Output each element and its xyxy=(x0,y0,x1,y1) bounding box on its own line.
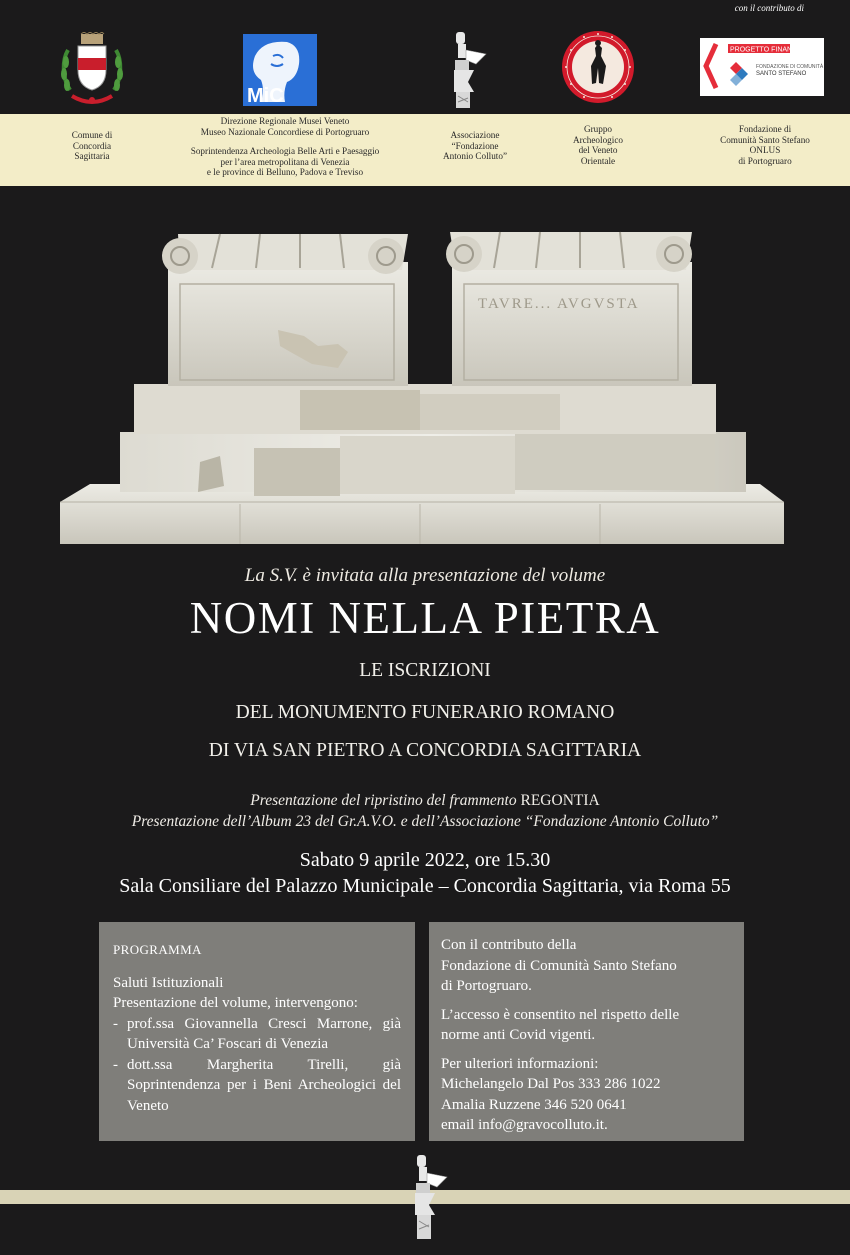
programma-line-1: Saluti Istituzionali xyxy=(113,974,224,991)
access-line-1: L’accesso è consentito nel rispetto delle xyxy=(441,1006,680,1023)
fondazione-tag: PROGETTO FINANZIATO xyxy=(730,46,813,54)
statue-icon xyxy=(409,1155,451,1241)
programma-heading: PROGRAMMA xyxy=(113,942,202,957)
funerary-monument-image xyxy=(60,222,784,546)
info-box xyxy=(429,922,744,1141)
institutions-band xyxy=(0,114,850,186)
fondazione-subline: FONDAZIONE DI COMUNITÀ xyxy=(756,64,824,70)
speaker-1-text: prof.ssa Giovannella Cresci Marrone, già Università Ca’ Foscari di Venezia xyxy=(127,1015,401,1052)
institution-colluto: Associazione “Fondazione Antonio Colluto” xyxy=(442,130,508,162)
statue-icon xyxy=(450,32,490,110)
presentation-line-1-text: Presentazione del ripristino del frammento xyxy=(250,792,521,809)
contribution-note: con il contributo di xyxy=(734,3,804,13)
fragment-name: REGONTIA xyxy=(520,792,600,809)
mic-logo xyxy=(243,34,317,106)
contact-email[interactable]: email info@gravocolluto.it. xyxy=(441,1117,608,1133)
subtitle-line-2: DEL MONUMENTO FUNERARIO ROMANO xyxy=(235,702,615,723)
monument-inscription: TAVRE... AVGVSTA xyxy=(478,296,640,312)
contact-dalpos: Michelangelo Dal Pos 333 286 1022 xyxy=(441,1076,661,1092)
contacts-heading: Per ulteriori informazioni: xyxy=(441,1055,599,1072)
subtitle-line-3: DI VIA SAN PIETRO A CONCORDIA SAGITTARIA xyxy=(208,740,642,761)
speaker-2-text: dott.ssa Margherita Tirelli, già Soprintendenza per i Beni Archeologici del Veneto xyxy=(127,1056,401,1114)
institution-musei: Direzione Regionale Musei Veneto Museo Nazionale Concordiese di Portogruaro xyxy=(200,116,370,137)
speaker-2-dash: - xyxy=(113,1056,118,1073)
institution-fondazione: Fondazione di Comunità Santo Stefano ONLUS di Portogruaro xyxy=(720,124,810,166)
sponsor-logos-bar xyxy=(0,0,850,114)
access-line-2: norme anti Covid vigenti. xyxy=(441,1027,596,1043)
programma-box xyxy=(99,922,415,1141)
institution-soprintendenza: Soprintendenza Archeologia Belle Arti e Paesaggio per l’area metropolitana di Venezia e le province di Belluno, Padova e Treviso xyxy=(190,146,380,178)
book-title: NOMI NELLA PIETRA xyxy=(189,593,661,643)
institution-gravo: Gruppo Archeologico del Veneto Orientale xyxy=(572,124,623,166)
contrib-line-3: di Portogruaro. xyxy=(441,978,532,994)
presentation-line-2: Presentazione dell’Album 23 del Gr.A.V.O. e dell’Associazione “Fondazione Antonio Colluto” xyxy=(131,813,719,830)
fondazione-org: SANTO STEFANO xyxy=(756,71,807,77)
programma-line-2: Presentazione del volume, intervengono: xyxy=(113,995,358,1011)
mic-logo-text: MiC xyxy=(247,85,284,106)
subtitle-line-1: LE ISCRIZIONI xyxy=(359,660,491,681)
fondazione-logo xyxy=(700,38,824,96)
contrib-line-1: Con il contributo della xyxy=(441,937,577,953)
crest-icon xyxy=(58,32,126,108)
event-venue: Sala Consiliare del Palazzo Municipale – Concordia Sagittaria, via Roma 55 xyxy=(119,875,731,897)
event-date: Sabato 9 aprile 2022, ore 15.30 xyxy=(299,849,551,871)
speaker-1 xyxy=(113,1014,401,1055)
invite-line: La S.V. è invitata alla presentazione del volume xyxy=(244,565,606,586)
seal-icon xyxy=(561,30,635,104)
contact-ruzzene: Amalia Ruzzene 346 520 0641 xyxy=(441,1096,627,1113)
presentation-line-1 xyxy=(0,792,850,810)
speaker-1-dash: - xyxy=(113,1015,118,1032)
speaker-2 xyxy=(113,1055,401,1117)
contrib-line-2: Fondazione di Comunità Santo Stefano xyxy=(441,957,677,974)
institution-comune: Comune di Concordia Sagittaria xyxy=(71,130,113,162)
